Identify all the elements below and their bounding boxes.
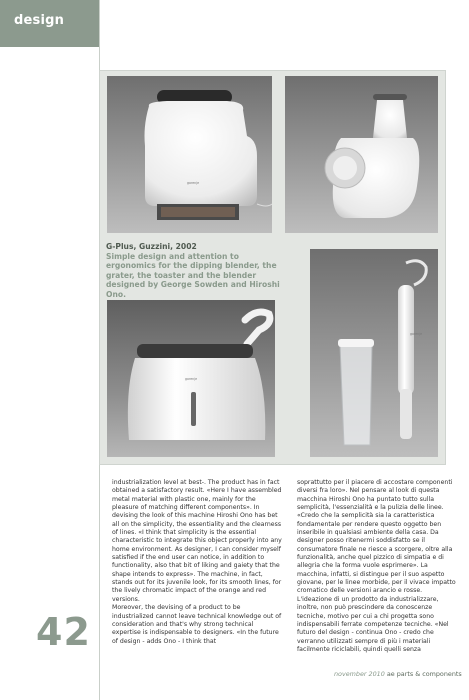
- section-label: design: [14, 13, 65, 28]
- article-paragraph: industrialization level at best-. The product has in fact obtained a satisfactory result. «Here I have assembled metal material with plastic one, mainly for the pleasure of matching different components». In devising the look of this machine Hiroshi Ono has bet all on the simplicity, the essentiality and the clearness of lines. «I think that simplicity is the essential characteristic to integrate this object properly into any home environment. As designer, I can consider myself satisfied if the end user can notice, in addition to functionality, also that bit of liking and gaiety that the shape intends to express». The machine, in fact, stands out for its juvenile look, for its smooth lines, for the lively chromatic impact of the orange and red versions.: [112, 479, 282, 603]
- grater-image: [285, 76, 438, 233]
- brand-mark-toaster: gorenje: [185, 377, 198, 381]
- photo-blender: [310, 249, 438, 457]
- caption-body: Simple design and attention to ergonomics for the dipping blender, the grater, the toaster and the blender designed by George Sowden and Hiroshi Ono.: [106, 251, 280, 299]
- photo-grater: [285, 76, 438, 233]
- photo-toaster-front: [107, 76, 272, 233]
- brand-mark: gorenje: [187, 181, 200, 185]
- photo-toaster: [107, 300, 275, 457]
- section-tab: [0, 0, 99, 47]
- article-paragraph: soprattutto per il piacere di accostare componenti diversi fra loro». Nel pensare al look di questa macchina Hiroshi Ono ha puntato tutto sulla semplicità, l'essenzialità e la pulizia delle linee. «Credo che la semplicità sia la caratteristica fondamentale per rendere questo oggetto ben inseribile in qualsiasi ambiente della casa. Da designer posso ritenermi soddisfatto se il consumatore finale ne riesce a scorgere, oltre alla funzionalità, anche quel pizzico di simpatia e di allegria che la forma vuole esprimere». La macchina, infatti, si distingue per il suo aspetto giovane, per le linee morbide, per il vivace impatto cromatico delle versioni arancio e rosse.: [297, 479, 456, 595]
- brand-mark-blender: gorenje: [410, 332, 423, 336]
- page-number: 42: [36, 610, 91, 654]
- article-paragraph: L'ideazione di un prodotto da industrializzare, inoltre, non può prescindere da conoscenze tecniche, motivo per cui a chi progetta sono indispensabili ferrate competenze tecniche. «Nel futuro del design - continua Ono - credo che verranno utilizzati sempre di più i materiali facilmente riciclabili, quindi quelli senza: [297, 595, 449, 653]
- toaster-image: [107, 300, 275, 457]
- article-paragraph: Moreover, the devising of a product to be industrialized cannot leave technical knowledge out of consideration and that's why strong technical expertise is indispensable to designers. «In the future of design - adds Ono - I think that: [112, 604, 282, 645]
- blender-image: [310, 249, 438, 457]
- article-column-english: [112, 479, 282, 646]
- photo-caption: [106, 242, 284, 300]
- article-column-italian: [297, 479, 457, 654]
- magazine-name: ae parts & components: [386, 670, 462, 678]
- issue-date: november 2010: [334, 670, 385, 678]
- toaster-front-image: [107, 76, 272, 233]
- caption-title: G-Plus, Guzzini, 2002: [106, 242, 197, 251]
- page-footer: [334, 670, 462, 678]
